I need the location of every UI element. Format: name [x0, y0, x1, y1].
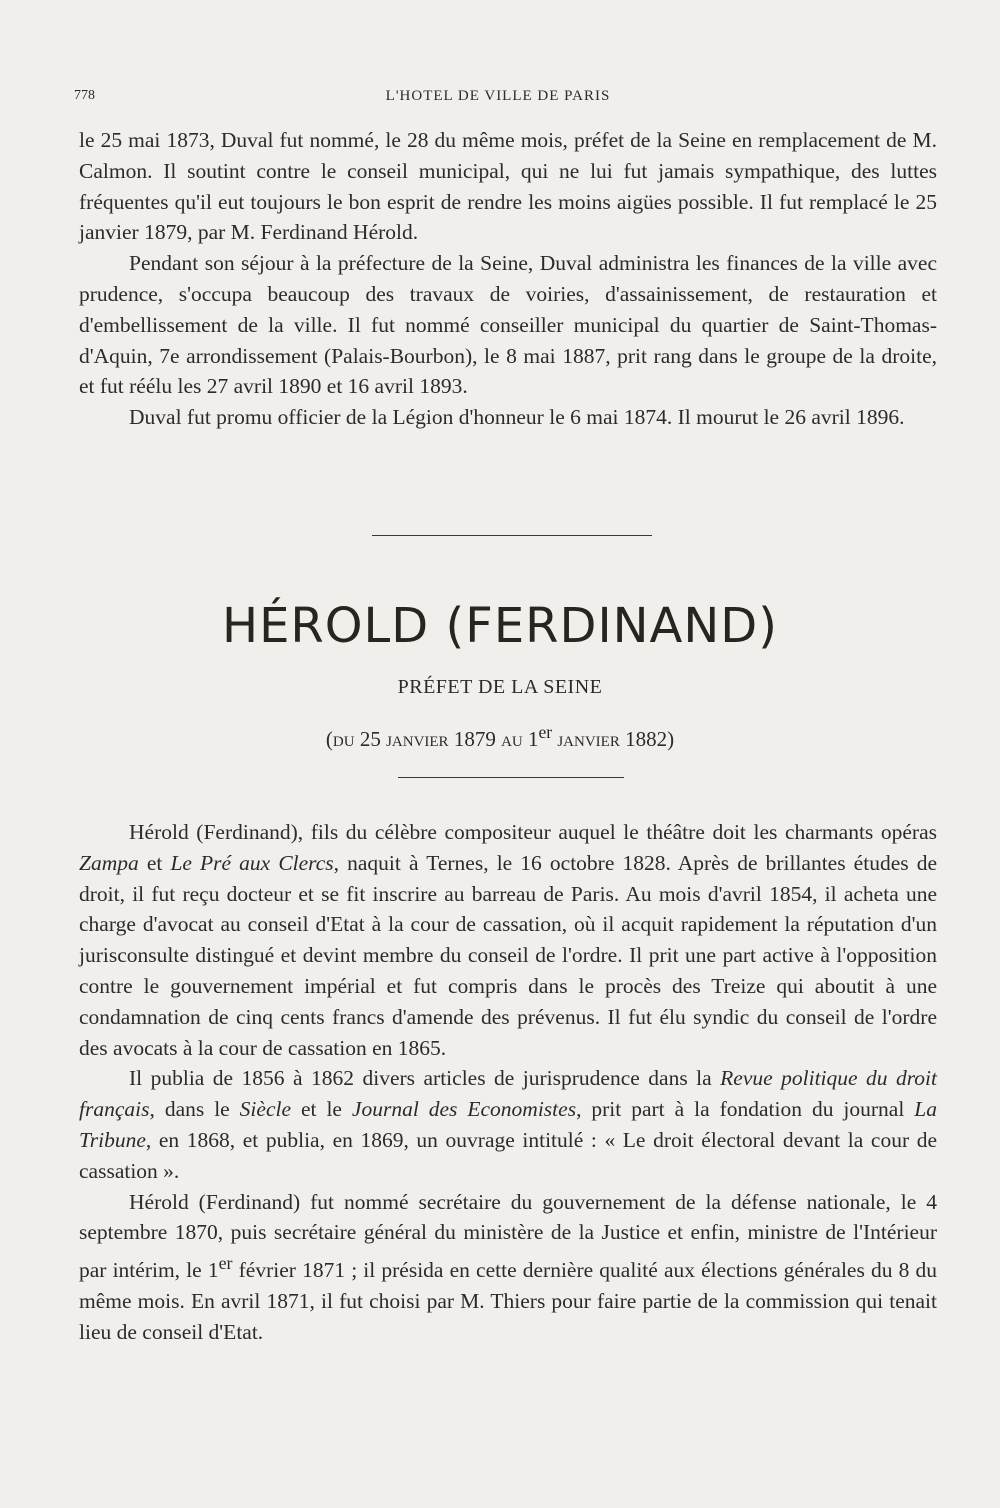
- text-run: , naquit à Ternes, le 16 octobre 1828. Après de brillantes études de droit, il fut reçu docteur et se fit inscrire au barreau de Paris. Au mois d'avril 1854, il acheta une charge d'avocat au conseil d'Etat à la cour de cassation, où il acquit rapidement la réputation d'un jurisconsulte distingué et devint membre du conseil de l'ordre. Il prit une part active à l'opposition contre le gouvernement impérial et fut compris dans le procès des Treize qui aboutit à une condamnation de cinq cents francs d'amende des prévenus. Il fut élu syndic du conseil de l'ordre des avocats à la cour de cassation en 1865.: [79, 850, 937, 1060]
- page-number: 778: [74, 88, 95, 103]
- superscript: er: [218, 1253, 233, 1274]
- dates-au: au: [501, 727, 523, 751]
- entry-text: [79, 817, 937, 1348]
- title-underline: [398, 777, 624, 778]
- dates-month2: janvier: [557, 727, 620, 751]
- dates-day2: 1: [527, 727, 539, 751]
- entry-subtitle: PRÉFET DE LA SEINE: [397, 676, 603, 698]
- publication-title: Siècle: [239, 1097, 291, 1122]
- paragraph: le 25 mai 1873, Duval fut nommé, le 28 du même mois, préfet de la Seine en remplacement de M. Calmon. Il soutint contre le conseil municipal, qui ne lui fut jamais sympathique, des luttes fréquentes qu'il eut toujours le bon esprit de rendre les moins aigües possible. Il fut remplacé le 25 janvier 1879, par M. Ferdinand Hérold.: [79, 128, 937, 245]
- text-run: février 1871 ; il présida en cette dernière qualité aux élections générales du 8 du même mois. En avril 1871, il fut choisi par M. Thiers pour faire partie de la commission qui tenait lieu de conseil d'Etat.: [79, 1258, 937, 1344]
- running-head-title: L'HOTEL DE VILLE DE PARIS: [385, 88, 611, 104]
- dates-month1: janvier: [386, 727, 449, 751]
- paragraph: Duval fut promu officier de la Légion d'honneur le 6 mai 1874. Il mourut le 26 avril 1896.: [129, 405, 905, 430]
- dates-open-paren: (: [325, 727, 333, 751]
- work-title: Zampa: [79, 850, 139, 875]
- text-run: Hérold (Ferdinand) fut nommé secrétaire du gouvernement de la défense nationale, le 4 septembre 1870, puis secrétaire général du ministère de la Justice et enfin, ministre de l'Intérieur par intérim, le 1: [79, 1189, 937, 1283]
- paragraph: [79, 1187, 937, 1348]
- section-divider: [372, 535, 652, 536]
- running-head: [74, 88, 922, 110]
- dates-day2-sup: er: [538, 722, 553, 742]
- dates-du: du: [332, 727, 355, 751]
- work-title: Le Pré aux Clercs: [170, 850, 334, 875]
- previous-entry-text: [79, 125, 937, 433]
- entry-title: HÉROLD (FERDINAND): [222, 598, 778, 654]
- dates-year2: 1882: [625, 727, 668, 751]
- text-run: , dans le: [149, 1097, 240, 1122]
- text-run: , prit part à la fondation du journal: [576, 1097, 915, 1122]
- text-run: Hérold (Ferdinand), fils du célèbre compositeur auquel le théâtre doit les charmants opéras: [129, 820, 937, 844]
- paragraph: [79, 1063, 937, 1186]
- paragraph: [79, 817, 937, 1063]
- publication-title: La Tribune: [79, 1097, 937, 1152]
- text-run: et: [138, 850, 171, 875]
- publication-title: Revue politique du droit français: [79, 1066, 937, 1122]
- text-run: et le: [291, 1097, 352, 1122]
- publication-title: Journal des Economistes: [351, 1097, 577, 1122]
- dates-day1: 25: [359, 727, 381, 751]
- entry-dates: [0, 722, 1000, 752]
- text-run: , en 1868, et publia, en 1869, un ouvrage intitulé : « Le droit électoral devant la cour de cassation ».: [79, 1127, 937, 1183]
- dates-year1: 1879: [453, 727, 496, 751]
- text-run: Il publia de 1856 à 1862 divers articles de jurisprudence dans la: [129, 1066, 721, 1091]
- dates-close-paren: ): [667, 727, 675, 751]
- paragraph: Pendant son séjour à la préfecture de la Seine, Duval administra les finances de la ville avec prudence, s'occupa beaucoup des travaux de voiries, d'assainissement, de restauration et d'embellissement de la ville. Il fut nommé conseiller municipal du quartier de Saint-Thomas-d'Aquin, 7e arrondissement (Palais-Bourbon), le 8 mai 1887, prit rang dans le groupe de la droite, et fut réélu les 27 avril 1890 et 16 avril 1893.: [79, 251, 937, 399]
